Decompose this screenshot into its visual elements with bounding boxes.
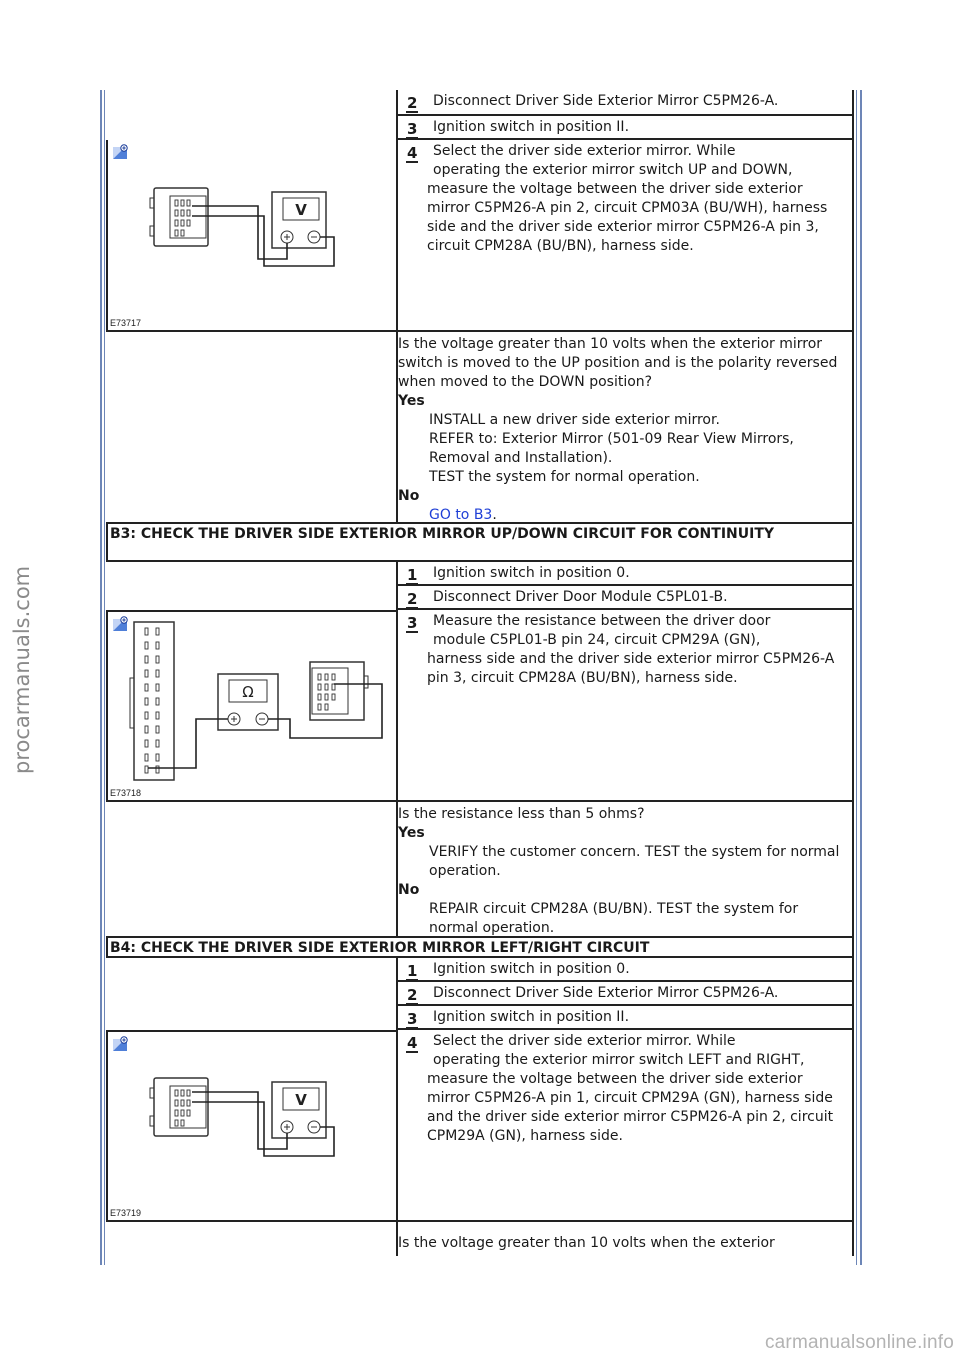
question-text: Is the voltage greater than 10 volts when the exterior xyxy=(398,1235,775,1251)
empty-cell xyxy=(106,958,398,982)
yes-action-1: INSTALL a new driver side exterior mirror. xyxy=(429,412,720,428)
question-row xyxy=(106,332,854,522)
no-label: No xyxy=(398,882,420,898)
yes-action-2: REFER to: Exterior Mirror (501-09 Rear View Mirrors, Removal and Installation). xyxy=(429,431,794,466)
enlarge-image-icon[interactable] xyxy=(112,144,128,160)
empty-cell xyxy=(106,90,398,116)
step-row xyxy=(106,562,854,586)
no-action: GO to B3. xyxy=(429,507,497,523)
step-box xyxy=(398,116,854,140)
go-to-b3-link[interactable]: GO to B3 xyxy=(429,507,493,523)
side-watermark: procarmanuals.com xyxy=(10,565,34,775)
yes-label: Yes xyxy=(398,393,425,409)
empty-cell xyxy=(106,562,398,586)
step-text: Ignition switch in position 0. xyxy=(433,961,630,977)
step-box xyxy=(398,586,854,610)
yes-action: VERIFY the customer concern. TEST the system for normal operation. xyxy=(429,844,840,879)
right-frame-line-inner xyxy=(856,90,857,1265)
step-number: 3 xyxy=(407,1010,418,1028)
question-block xyxy=(398,335,850,525)
step-text: Disconnect Driver Side Exterior Mirror C5PM26-A. xyxy=(433,985,779,1001)
voltmeter-wiring-diagram xyxy=(148,1070,348,1170)
step-row xyxy=(106,958,854,982)
question-cell xyxy=(398,802,854,936)
step-text: Ignition switch in position II. xyxy=(433,119,630,135)
figure-cell xyxy=(106,1030,398,1222)
yes-action-3: TEST the system for normal operation. xyxy=(429,469,700,485)
bottom-watermark: carmanualsonline.info xyxy=(764,1332,954,1353)
meter-label: V xyxy=(295,201,307,219)
question-text: Is the voltage greater than 10 volts when the exterior mirror switch is moved to the UP position and is the polarity reversed when moved to the DOWN position? xyxy=(398,336,838,390)
step-text: Disconnect Driver Door Module C5PL01-B. xyxy=(433,589,728,605)
no-label: No xyxy=(398,488,420,504)
step-number: 4 xyxy=(407,1034,418,1052)
step-row xyxy=(106,586,854,610)
step-row xyxy=(106,90,854,116)
step-text: Ignition switch in position II. xyxy=(433,1009,630,1025)
step-box xyxy=(398,562,854,586)
step-row-with-figure xyxy=(106,140,854,332)
step-text: Ignition switch in position 0. xyxy=(433,565,630,581)
figure-cell xyxy=(106,610,398,802)
ohmmeter-wiring-diagram xyxy=(126,618,396,788)
step-row xyxy=(106,116,854,140)
step-box xyxy=(398,1030,854,1222)
empty-cell xyxy=(106,586,398,610)
question-text: Is the resistance less than 5 ohms? xyxy=(398,806,645,822)
figure-id: E73719 xyxy=(110,1208,142,1218)
step-number: 1 xyxy=(407,962,418,980)
question-block xyxy=(398,805,850,938)
step-box xyxy=(398,1006,854,1030)
step-number: 1 xyxy=(407,566,418,584)
empty-cell xyxy=(106,802,398,936)
section-heading: B4: CHECK THE DRIVER SIDE EXTERIOR MIRROR LEFT/RIGHT CIRCUIT xyxy=(106,936,854,958)
step-text: Select the driver side exterior mirror. While operating the exterior mirror switch UP and DOWN, measure the voltage between the driver side exterior mirror C5PM26-A pin 2, circuit CPM03A (BU/WH), harness side and the driver side exterior mirror C5PM26-A pin 3, circuit CPM28A (BU/BN), harness side. xyxy=(427,143,828,254)
empty-cell xyxy=(106,982,398,1006)
step-number: 2 xyxy=(407,590,418,608)
figure-cell xyxy=(106,140,398,332)
meter-label: Ω xyxy=(242,683,254,701)
empty-cell xyxy=(106,332,398,522)
step-row-with-figure xyxy=(106,610,854,802)
empty-cell xyxy=(106,116,398,140)
step-box xyxy=(398,90,854,116)
question-row xyxy=(106,1222,854,1256)
step-number: 3 xyxy=(407,120,418,138)
question-row xyxy=(106,802,854,936)
question-cell xyxy=(398,1222,854,1256)
step-number: 3 xyxy=(407,614,418,632)
step-text: Measure the resistance between the driver door module C5PL01-B pin 24, circuit CPM29A (GN), harness side and the driver side exterior mirror C5PM26-A pin 3, circuit CPM28A (BU/BN), harness side. xyxy=(427,613,835,686)
yes-label: Yes xyxy=(398,825,425,841)
enlarge-image-icon[interactable] xyxy=(112,1036,128,1052)
question-block xyxy=(398,1234,850,1253)
step-row xyxy=(106,1006,854,1030)
voltmeter-wiring-diagram xyxy=(148,180,348,280)
right-frame-line-outer xyxy=(860,90,862,1265)
empty-cell xyxy=(106,1006,398,1030)
step-row-with-figure xyxy=(106,1030,854,1222)
step-box xyxy=(398,958,854,982)
no-action: REPAIR circuit CPM28A (BU/BN). TEST the system for normal operation. xyxy=(429,901,799,936)
meter-label: V xyxy=(295,1091,307,1109)
figure-id: E73717 xyxy=(110,318,142,328)
empty-cell xyxy=(106,1222,398,1256)
question-cell xyxy=(398,332,854,522)
step-box xyxy=(398,140,854,332)
step-box xyxy=(398,610,854,802)
left-frame-line-inner xyxy=(104,90,105,1265)
step-number: 4 xyxy=(407,144,418,162)
step-box xyxy=(398,982,854,1006)
step-text: Select the driver side exterior mirror. While operating the exterior mirror switch LEFT and RIGHT, measure the voltage between the driver side exterior mirror C5PM26-A pin 1, circuit CPM29A (GN), harness side and the driver side exterior mirror C5PM26-A pin 2, circuit CPM29A (GN), harness side. xyxy=(427,1033,834,1144)
figure-id: E73718 xyxy=(110,788,142,798)
step-text: Disconnect Driver Side Exterior Mirror C5PM26-A. xyxy=(433,93,779,109)
left-frame-line-outer xyxy=(100,90,102,1265)
step-number: 2 xyxy=(407,94,418,112)
step-row xyxy=(106,982,854,1006)
step-number: 2 xyxy=(407,986,418,1004)
section-heading: B3: CHECK THE DRIVER SIDE EXTERIOR MIRROR UP/DOWN CIRCUIT FOR CONTINUITY xyxy=(106,522,854,562)
